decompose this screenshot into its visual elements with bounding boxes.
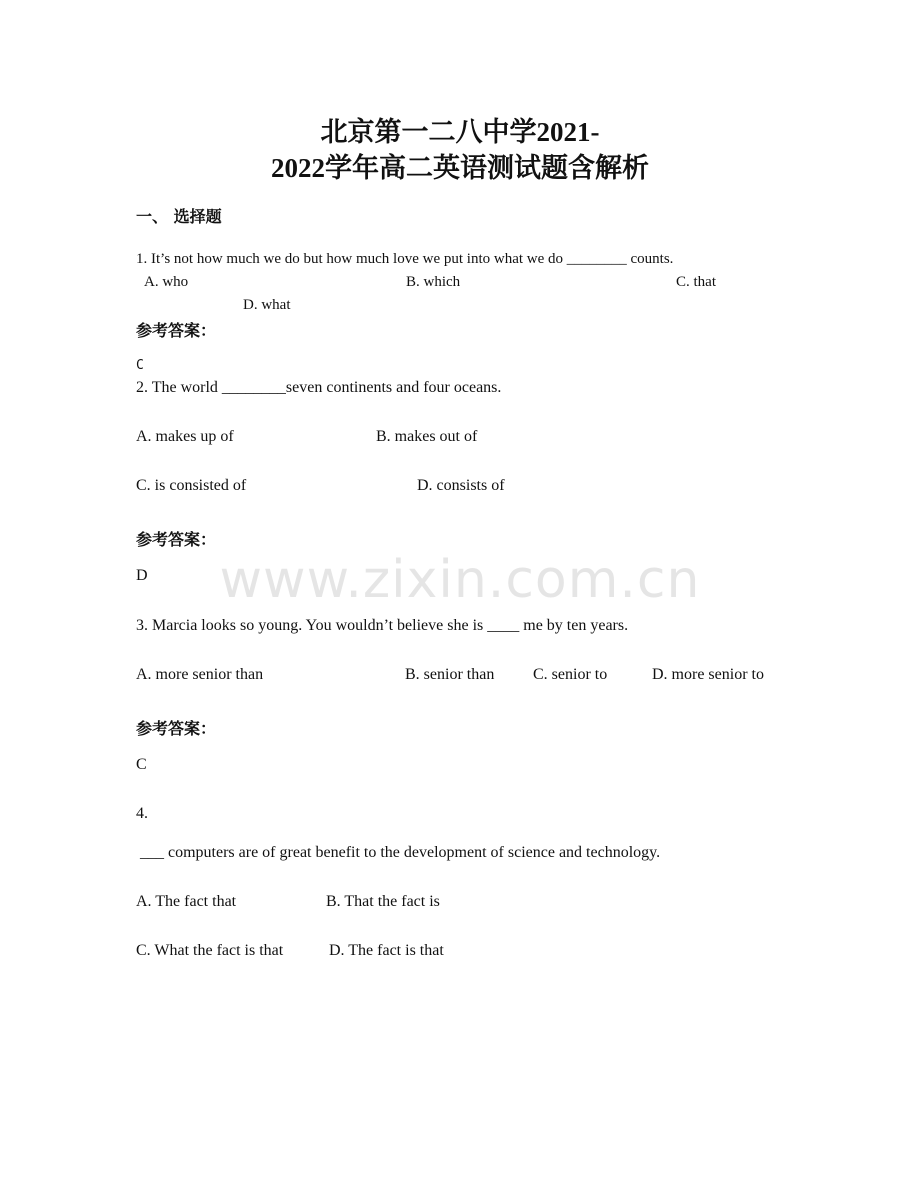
question-2-option-d: D. consists of bbox=[417, 477, 505, 494]
watermark-text: www.zixin.com.cn bbox=[219, 550, 701, 610]
section-heading: 一、 选择题 bbox=[136, 207, 222, 226]
question-2-option-a: A. makes up of bbox=[136, 428, 234, 445]
question-2-stem: 2. The world ________seven continents and four oceans. bbox=[136, 379, 502, 396]
question-4-option-b: B. That the fact is bbox=[326, 893, 440, 910]
question-1-stem: 1. It’s not how much we do but how much love we put into what we do ________ counts. bbox=[136, 251, 674, 267]
question-3-answer: C bbox=[136, 756, 147, 773]
question-3-stem: 3. Marcia looks so young. You wouldn’t believe she is ____ me by ten years. bbox=[136, 617, 629, 634]
question-2-option-b: B. makes out of bbox=[376, 428, 478, 445]
question-4-option-a: A. The fact that bbox=[136, 893, 237, 910]
question-4-number: 4. bbox=[136, 805, 148, 822]
question-4-stem: ___ computers are of great benefit to the development of science and technology. bbox=[140, 844, 661, 861]
question-1-option-d: D. what bbox=[243, 297, 291, 313]
question-1-option-b: B. which bbox=[406, 274, 461, 290]
answer-label-2: 参考答案： bbox=[136, 530, 217, 549]
question-4-option-d: D. The fact is that bbox=[329, 942, 444, 959]
question-3-option-a: A. more senior than bbox=[136, 666, 264, 683]
question-3-option-d: D. more senior to bbox=[652, 666, 764, 683]
answer-label-3: 参考答案： bbox=[136, 719, 217, 738]
question-1-answer: C bbox=[136, 358, 144, 373]
question-1-option-a: A. who bbox=[144, 274, 189, 290]
doc-title-line2: 2022学年高二英语测试题含解析 bbox=[271, 153, 649, 183]
doc-title-line1: 北京第一二八中学2021- bbox=[320, 117, 600, 147]
question-3-option-b: B. senior than bbox=[405, 666, 495, 683]
answer-label-1: 参考答案： bbox=[136, 321, 217, 340]
question-2-answer: D bbox=[136, 567, 148, 584]
question-1-option-c: C. that bbox=[676, 274, 716, 290]
question-4-option-c: C. What the fact is that bbox=[136, 942, 284, 959]
question-2-option-c: C. is consisted of bbox=[136, 477, 247, 494]
question-3-option-c: C. senior to bbox=[533, 666, 608, 683]
